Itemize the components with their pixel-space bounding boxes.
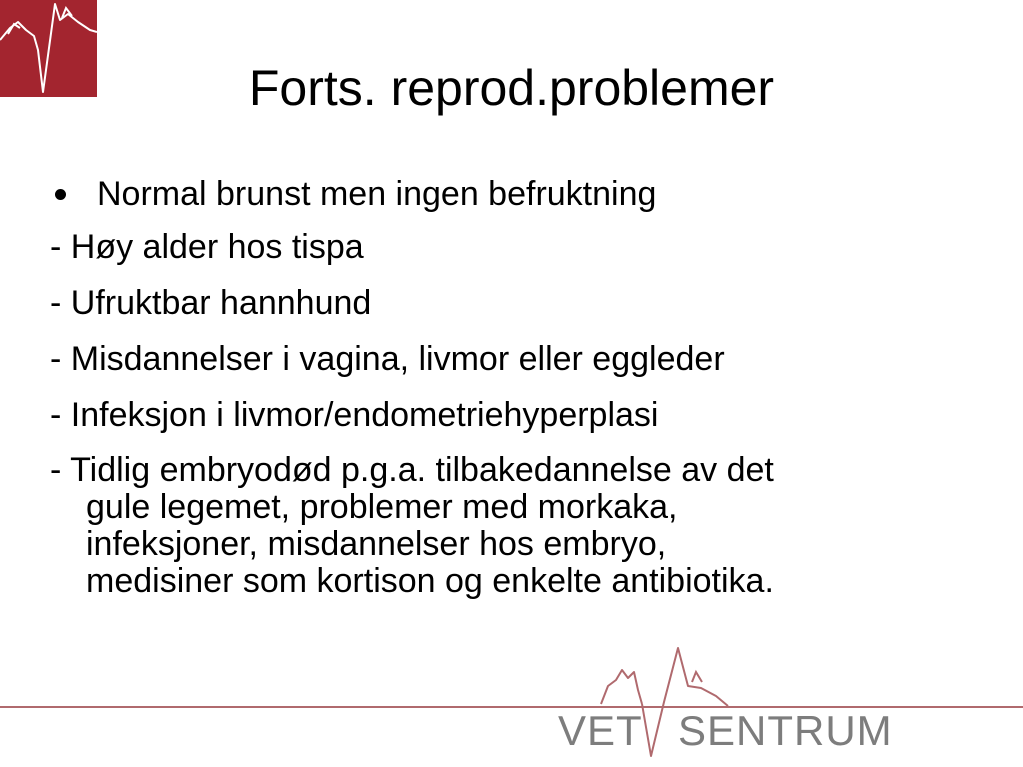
- slide-title: Forts. reprod.problemer: [248, 60, 775, 116]
- list-item-line: gule legemet, problemer med morkaka,: [86, 488, 678, 526]
- list-item-line: - Tidlig embryodød p.g.a. tilbakedannelse av det: [50, 451, 774, 489]
- list-item: - Ufruktbar hannhund: [50, 284, 372, 322]
- list-item-line: medisiner som kortison og enkelte antibiotika.: [86, 562, 774, 600]
- list-item: - Infeksjon i livmor/endometriehyperplasi: [50, 396, 659, 434]
- list-item: - Høy alder hos tispa: [50, 228, 364, 266]
- dash-list: [50, 228, 950, 618]
- bullet-item: [55, 172, 656, 216]
- footer-logo-vet: VET: [558, 707, 643, 754]
- bullet-text: Normal brunst men ingen befruktning: [97, 175, 657, 213]
- list-item-line: infeksjoner, misdannelser hos embryo,: [86, 525, 667, 563]
- bullet-dot-icon: [55, 189, 66, 200]
- footer-logo-sentrum: SENTRUM: [678, 707, 893, 754]
- list-item: - Misdannelser i vagina, livmor eller eggleder: [50, 340, 725, 378]
- list-item-multiline: [50, 452, 950, 600]
